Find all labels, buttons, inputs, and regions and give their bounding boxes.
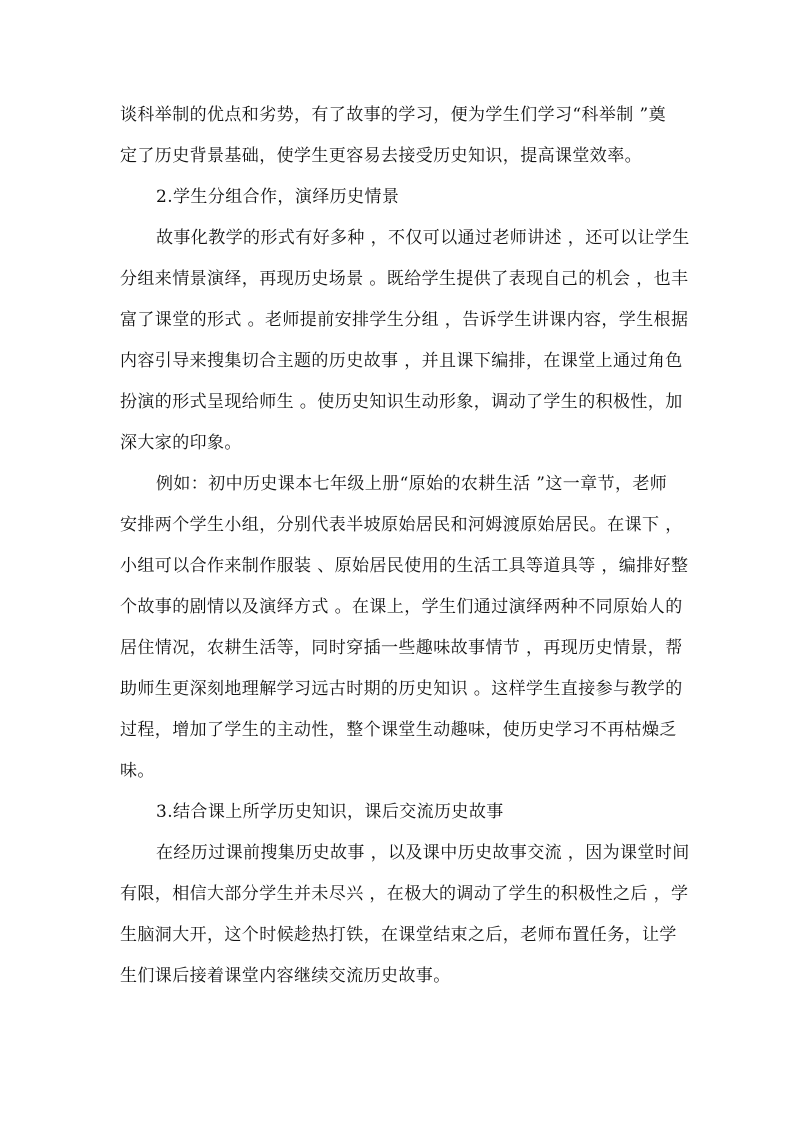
text-line: 个故事的剧情以及演绎方式 。在课上，学生们通过演绎两种不同原始人的 [120, 597, 683, 617]
text-line: 在经历过课前搜集历史故事 ，以及课中历史故事交流 ，因为课堂时间 [156, 843, 690, 863]
text-line: 故事化教学的形式有好多种 ，不仅可以通过老师讲述 ，还可以让学生 [156, 228, 690, 248]
text-line: 居住情况，农耕生活等，同时穿插一些趣味故事情节 ，再现历史情景，帮 [120, 638, 683, 658]
text-line: 助师生更深刻地理解学习远古时期的历史知识 。这样学生直接参与教学的 [120, 679, 683, 699]
text-line: 内容引导来搜集切合主题的历史故事 ，并且课下编排，在课堂上通过角色 [120, 351, 683, 371]
text-line: 定了历史背景基础，使学生更容易去接受历史知识，提高课堂效率。 [120, 146, 642, 166]
text-line: 例如：初中历史课本七年级上册“原始的农耕生活 ”这一章节，老师 [156, 474, 668, 494]
document-body [120, 95, 690, 997]
text-line: 安排两个学生小组，分别代表半坡原始居民和河姆渡原始居民。在课下 ， [120, 515, 683, 535]
text-line: 富了课堂的形式 。老师提前安排学生分组 ，告诉学生讲课内容，学生根据 [120, 310, 689, 330]
text-line: 深大家的印象。 [120, 433, 242, 453]
text-line: 扮演的形式呈现给师生 。使历史知识生动形象，调动了学生的积极性，加 [120, 392, 683, 412]
text-line: 谈科举制的优点和劣势，有了故事的学习，便为学生们学习“科举制 ”奠 [120, 105, 666, 125]
text-line: 分组来情景演绎，再现历史场景 。既给学生提供了表现自己的机会 ，也丰 [120, 269, 689, 289]
text-line: 过程，增加了学生的主动性，整个课堂生动趣味，使历史学习不再枯燥乏 [120, 720, 677, 740]
text-line: 味。 [120, 761, 155, 781]
text-line: 有限，相信大部分学生并未尽兴 ，在极大的调动了学生的积极性之后 ，学 [120, 884, 689, 904]
text-line: 小组可以合作来制作服装 、原始居民使用的生活工具等道具等 ，编排好整 [120, 556, 689, 576]
text-line: 生们课后接着课堂内容继续交流历史故事。 [120, 966, 451, 986]
text-line: 生脑洞大开，这个时候趁热打铁，在课堂结束之后，老师布置任务，让学 [120, 925, 677, 945]
section-heading-2: 2.学生分组合作，演绎历史情景 [156, 187, 400, 207]
section-heading-3: 3.结合课上所学历史知识，课后交流历史故事 [156, 802, 504, 822]
